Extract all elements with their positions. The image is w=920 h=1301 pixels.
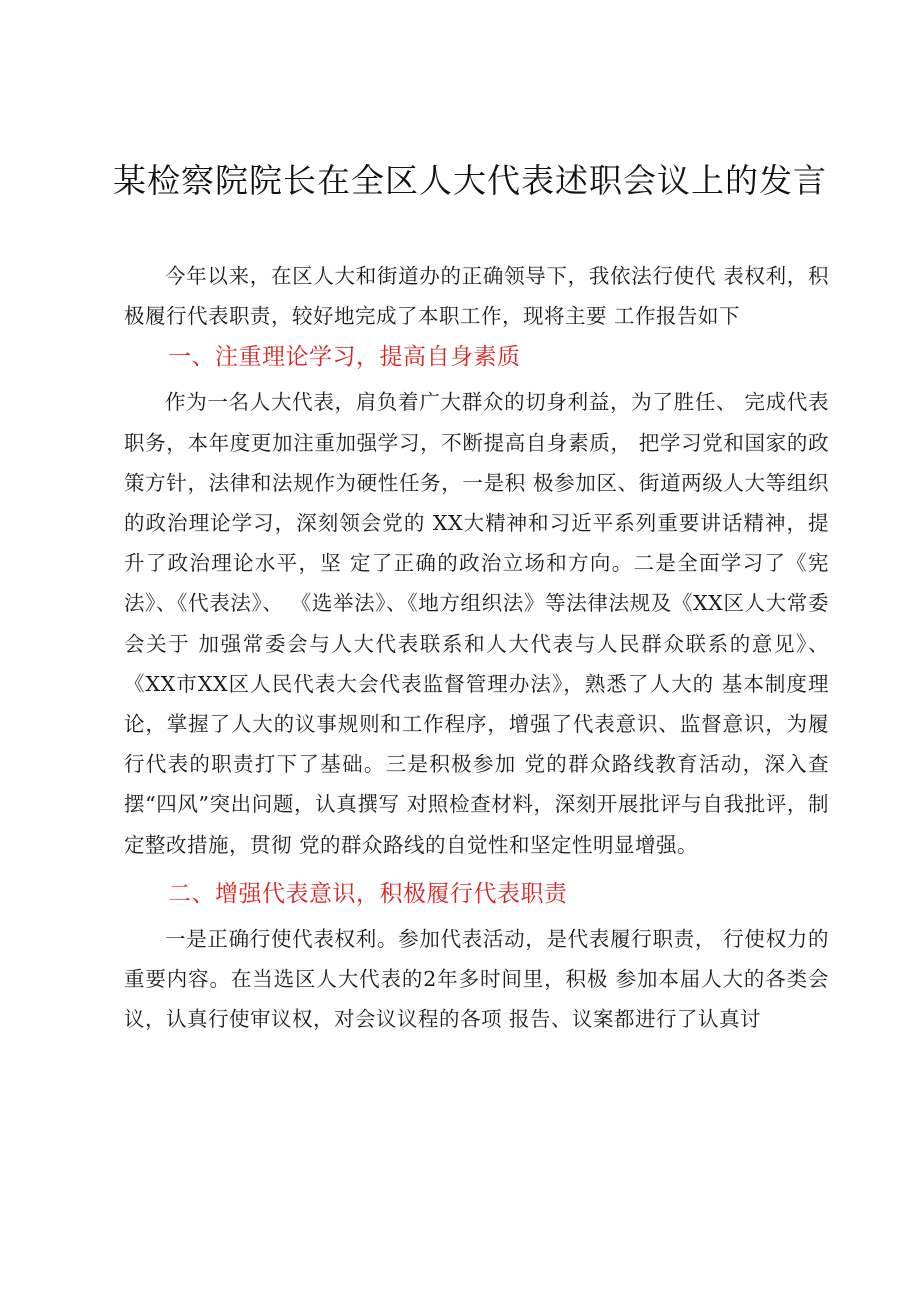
document-title: 某检察院院长在全区人大代表述职会议上的发言	[113, 161, 827, 200]
document-body	[124, 256, 829, 1039]
section-1-paragraph: 作为一名人大代表，肩负着广大群众的切身利益，为了胜任、 完成代表职务，本年度更加注重加强学习，不断提高自身素质， 把学习党和国家的政策方针，法律和法规作为硬性任务，一是积 极参加区、街道两级人大等组织的政治理论学习，深刻领会党的 XX大精神和习近平系列重要讲话精神，提升了政治理论水平，坚 定了正确的政治立场和方向。二是全面学习了《宪法》、《代表法》、 《选举法》、《地方组织法》等法律法规及《XX区人大常委会关于 加强常委会与人大代表联系和人大代表与人民群众联系的意见》、 《XX市XX区人民代表大会代表监督管理办法》，熟悉了人大的 基本制度理论，掌握了人大的议事规则和工作程序，增强了代表意识、监督意识，为履行代表的职责打下了基础。三是积极参加 党的群众路线教育活动，深入查摆“四风”突出问题，认真撰写 对照检查材料，深刻开展批评与自我批评，制定整改措施，贯彻 党的群众路线的自觉性和坚定性明显增强。	[124, 390, 829, 857]
section-2-paragraph: 一是正确行使代表权利。参加代表活动，是代表履行职责， 行使权力的重要内容。在当选区人大代表的2年多时间里，积极 参加本届人大的各类会议，认真行使审议权，对会议议程的各项 报告、议案都进行了认真讨	[124, 926, 829, 1032]
section-heading-2: 二、增强代表意识，积极履行代表职责	[168, 880, 568, 907]
intro-paragraph: 今年以来，在区人大和街道办的正确领导下，我依法行使代 表权利，积极履行代表职责，较好地完成了本职工作，现将主要 工作报告如下	[124, 264, 829, 329]
section-heading-1: 一、注重理论学习，提高自身素质	[168, 344, 521, 371]
